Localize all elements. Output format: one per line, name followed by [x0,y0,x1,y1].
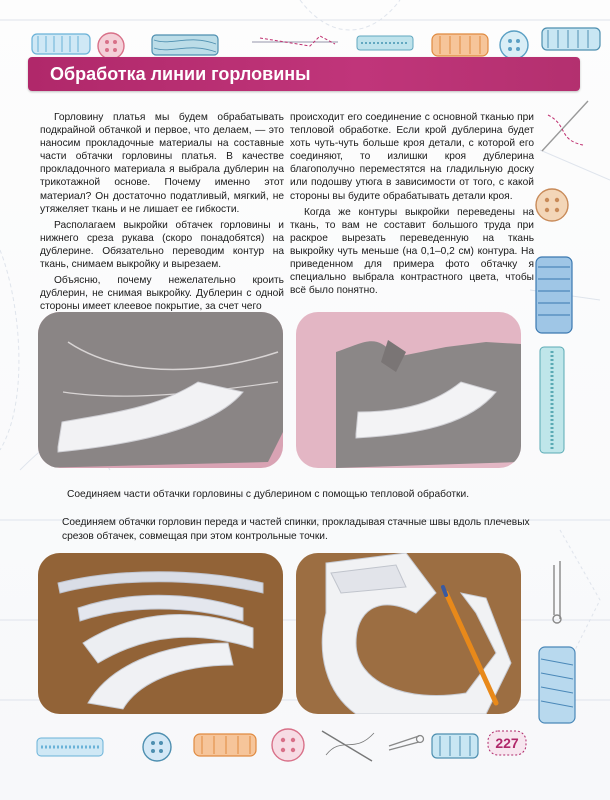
thread-spool-icon [532,255,576,335]
paragraph: происходит его соединение с основной тканью при тепловой обработке. Если крой дублерина будет хоть чуть-чуть больше кроя детали, с которой его соединяют, то излишки кроя дублерина благополучно переместятся на гладильную доску или подошву утюга в зависимости от того, с какой стороны вы будите обрабатывать детали кроя. [290,112,534,202]
button-icon [140,730,174,764]
photo-cut-facing [296,312,521,468]
zipper-icon [35,730,105,764]
photo-facing-on-interfacing [38,312,283,468]
section-title: Обработка линии горловины [50,63,311,84]
button-icon [532,185,572,225]
paragraph: Горловину платья мы будем обрабатывать подкрайной обтачкой и первое, что делаем, — это наносим прокладочные материалы на составные части обтачки горловины платья. В качестве прокладочного материала я выбрала дублерин на трикотажной основе. Почему именно этот материал? Он достаточно податливый, мягкий, не утяжеляет ткань и не лишает ее гибкости. [40,112,284,215]
paragraph: Объясню, почему нежелательно кроить дублерин, не снимая выкройку. Дублерин с одной стороны имеет клеевое покрытие, за счет чего [40,275,284,313]
photo-joined-facing [296,553,521,714]
safety-pin-icon [545,555,575,625]
thread-spool-icon [430,728,480,764]
thread-spool-icon [30,30,92,58]
text-column-right [290,111,534,300]
photo-facing-pieces [38,553,283,714]
caption: Соединяем части обтачки горловины с дублерином с помощью тепловой обработки. [67,489,470,500]
thread-spool-icon [430,30,490,60]
thread-spool-icon [192,728,258,762]
button-icon [268,725,308,765]
needle-icon [318,725,378,765]
text-column-left [40,111,284,316]
page-number: 227 [495,735,519,751]
zipper-icon [532,345,572,455]
needle-icon [538,95,596,155]
needle-icon [250,28,340,56]
zipper-icon [355,30,415,56]
page-number-badge [487,730,527,756]
paragraph: Располагаем выкройки обтачек горловины и нижнего среза рукава (скоро понадобятся) на дублерине. Обязательно переводим контур на ткань, снимаем выкройку и вырезаем. [40,219,284,271]
paragraph: Когда же контуры выкройки переведены на ткань, то вам не составит большого труда при раскрое вырезать переведенную на ткань выкройку чуть меньше (на 0,1–0,2 см) контура. На приведенном для примера фото обтачку я специально выбрала контрастного цвета, чтобы всё было понятно. [290,206,534,297]
section-title-bar [28,57,580,91]
caption: Соединяем обтачки горловин переда и частей спинки, прокладывая стачные швы вдоль плечевых срезов обтачек, совмещая при этом контрольные точки. [62,517,530,542]
safety-pin-icon [385,728,425,764]
thread-spool-icon [535,645,579,725]
thread-spool-icon [540,22,602,56]
thread-spool-icon [150,32,220,58]
